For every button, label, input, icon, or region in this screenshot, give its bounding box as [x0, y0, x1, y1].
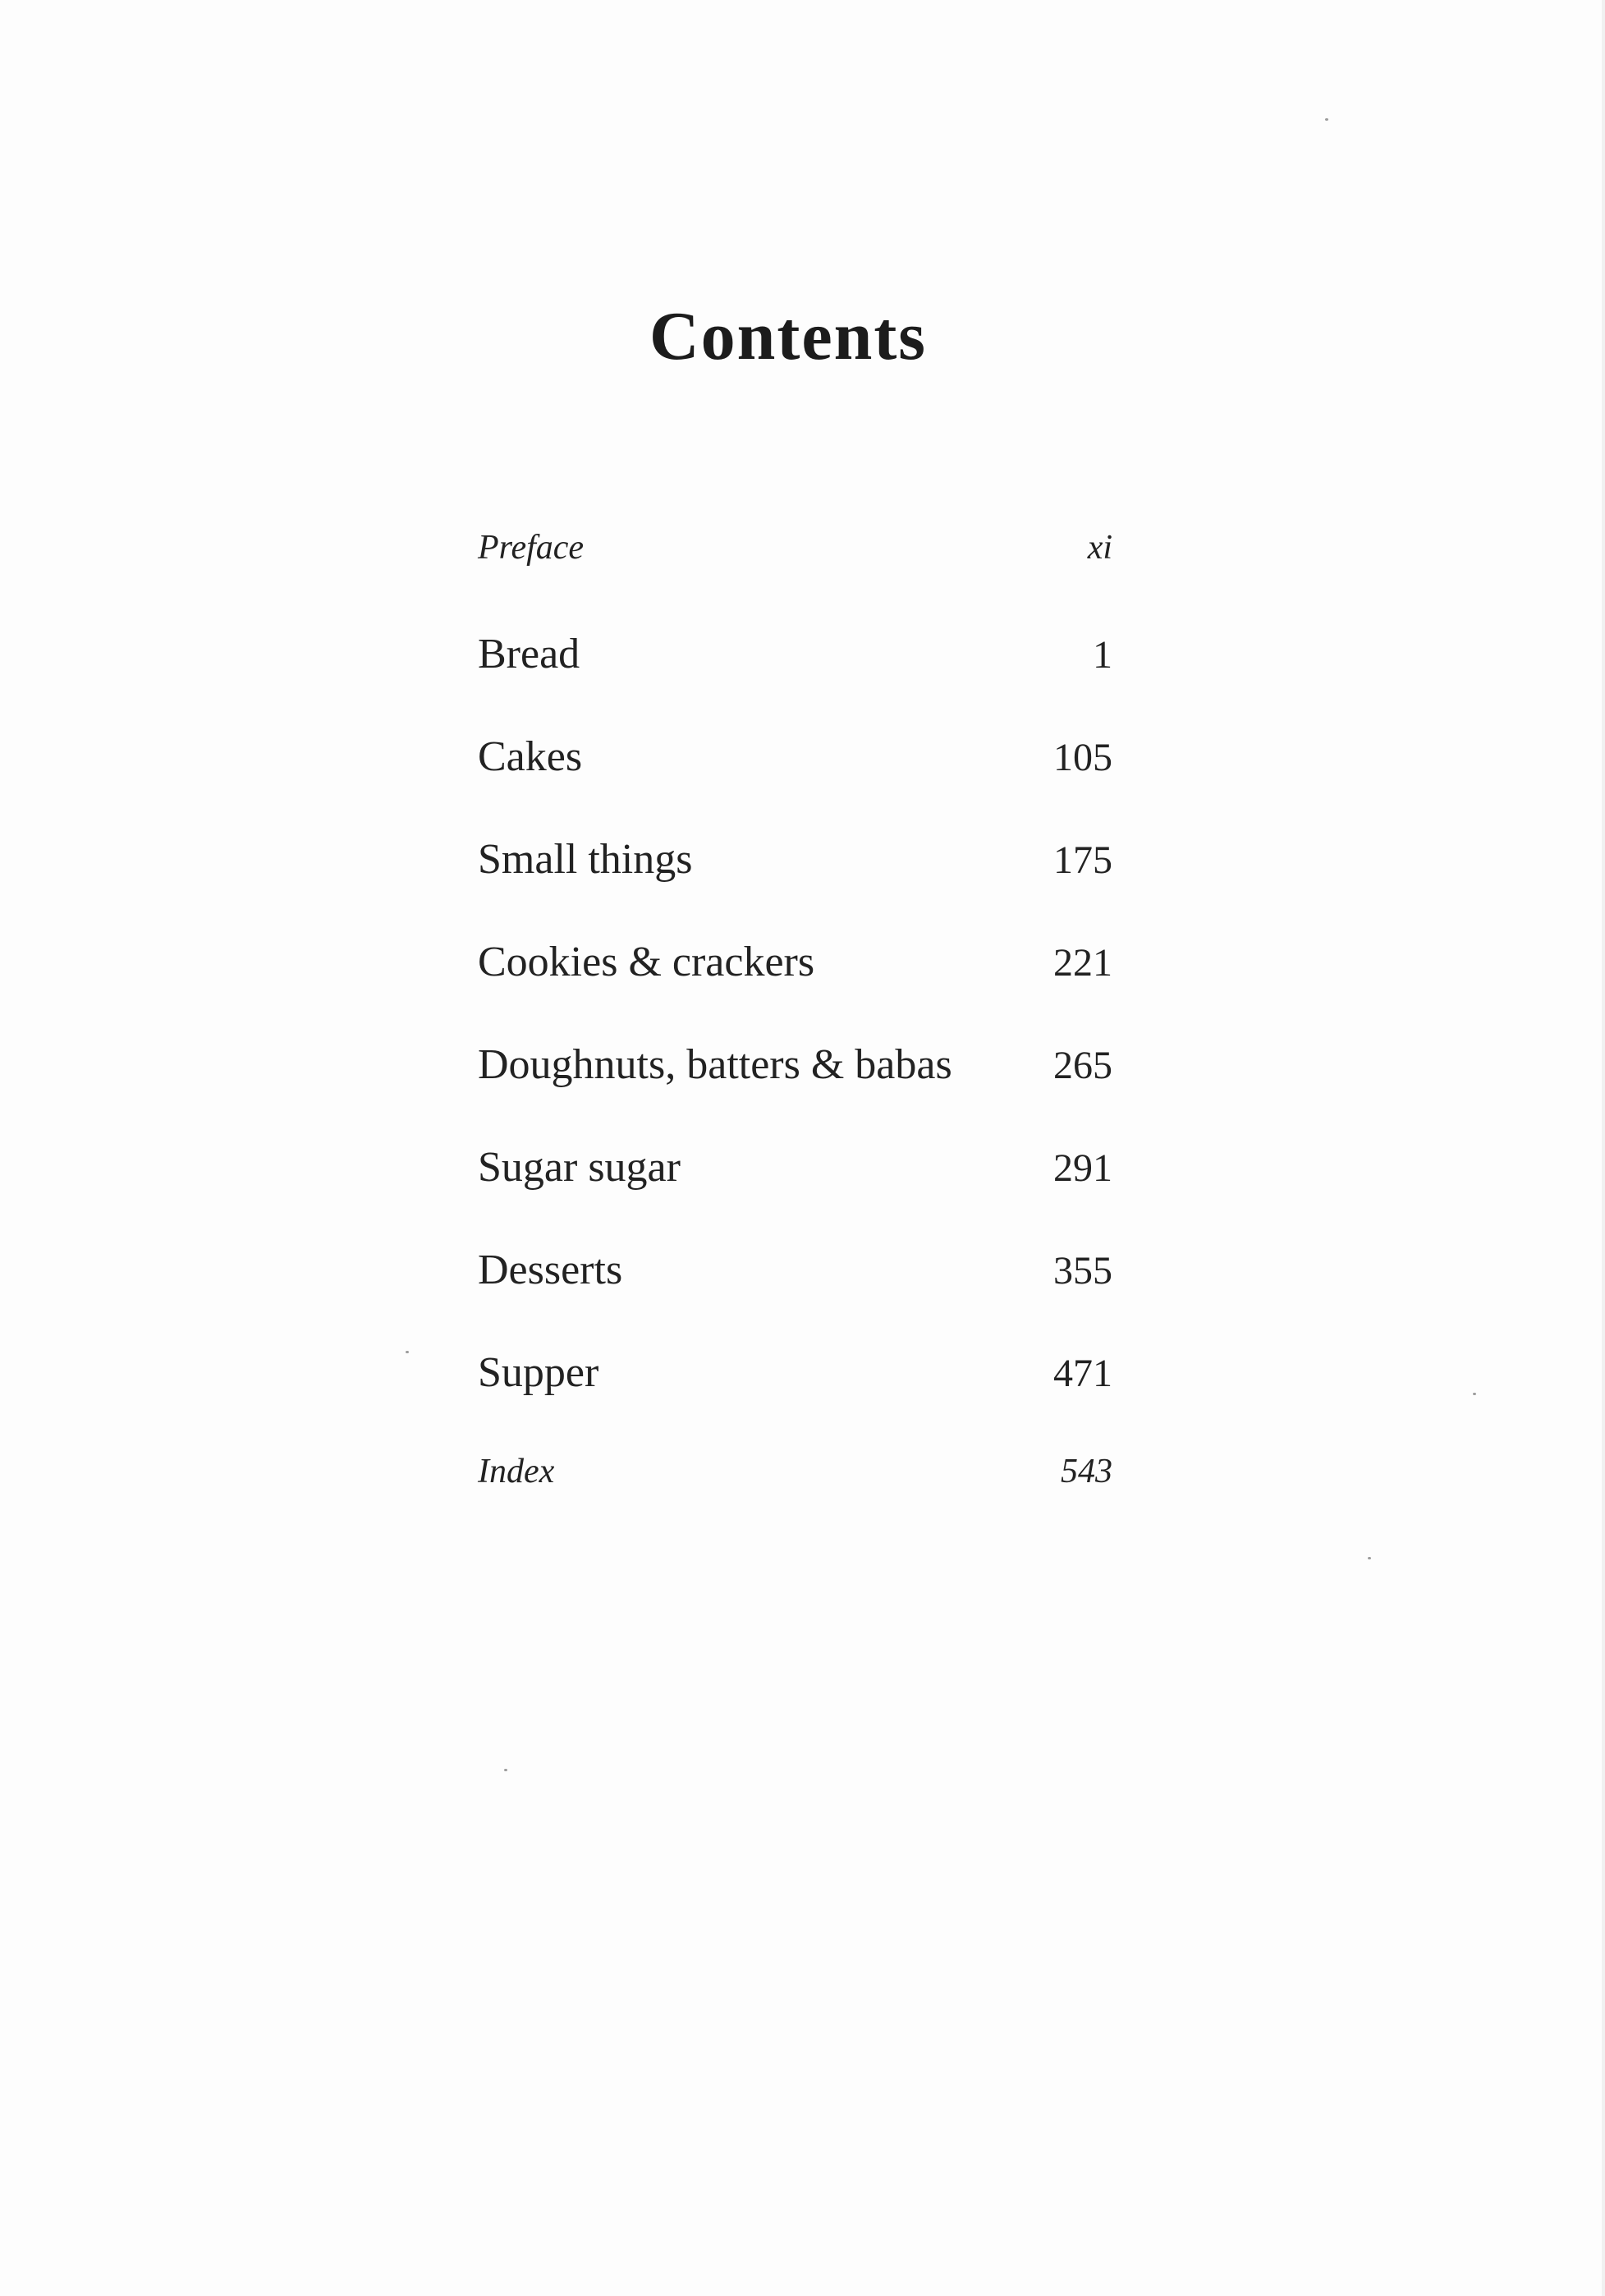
toc-entry-cookies-crackers — [478, 941, 1112, 1044]
paper-speck — [1473, 1393, 1476, 1395]
toc-entry-page: 471 — [1053, 1352, 1112, 1395]
toc-entry-sugar-sugar — [478, 1146, 1112, 1249]
toc-entry-title: Preface — [478, 529, 585, 567]
page-edge — [1602, 0, 1605, 2296]
toc-entry-title: Bread — [478, 631, 580, 677]
toc-entry-title: Index — [478, 1453, 555, 1490]
toc-entry-desserts — [478, 1249, 1112, 1352]
toc-entry-page: 355 — [1053, 1249, 1112, 1293]
paper-speck — [1368, 1557, 1371, 1559]
toc-entry-title: Cakes — [478, 733, 583, 780]
toc-entry-page: 543 — [1061, 1453, 1112, 1490]
toc-entry-small-things — [478, 838, 1112, 941]
toc-entry-index — [478, 1454, 1112, 1557]
toc-entry-bread — [478, 633, 1112, 736]
toc-entry-page: 1 — [1093, 633, 1112, 677]
toc-entry-title: Desserts — [478, 1247, 623, 1293]
toc-entry-title: Cookies & crackers — [478, 939, 815, 985]
paper-speck — [406, 1351, 409, 1353]
toc-entry-preface — [478, 530, 1112, 633]
toc-entry-supper — [478, 1349, 1112, 1454]
toc-entry-title: Doughnuts, batters & babas — [478, 1041, 952, 1088]
toc-entry-page: 221 — [1053, 941, 1112, 985]
toc-entry-page: 265 — [1053, 1044, 1112, 1087]
table-of-contents — [478, 530, 1112, 1557]
toc-entry-page: 291 — [1053, 1146, 1112, 1190]
toc-entry-doughnuts-batters-babas — [478, 1041, 1112, 1146]
paper-speck — [1325, 118, 1328, 121]
toc-entry-page: xi — [1087, 529, 1112, 567]
toc-entry-page: 105 — [1053, 736, 1112, 779]
toc-entry-page: 175 — [1053, 838, 1112, 882]
toc-entry-title: Small things — [478, 836, 693, 883]
contents-title: Contents — [649, 298, 927, 375]
paper-speck — [504, 1769, 507, 1771]
toc-entry-cakes — [478, 733, 1112, 838]
toc-entry-title: Supper — [478, 1349, 599, 1396]
toc-entry-title: Sugar sugar — [478, 1144, 681, 1191]
